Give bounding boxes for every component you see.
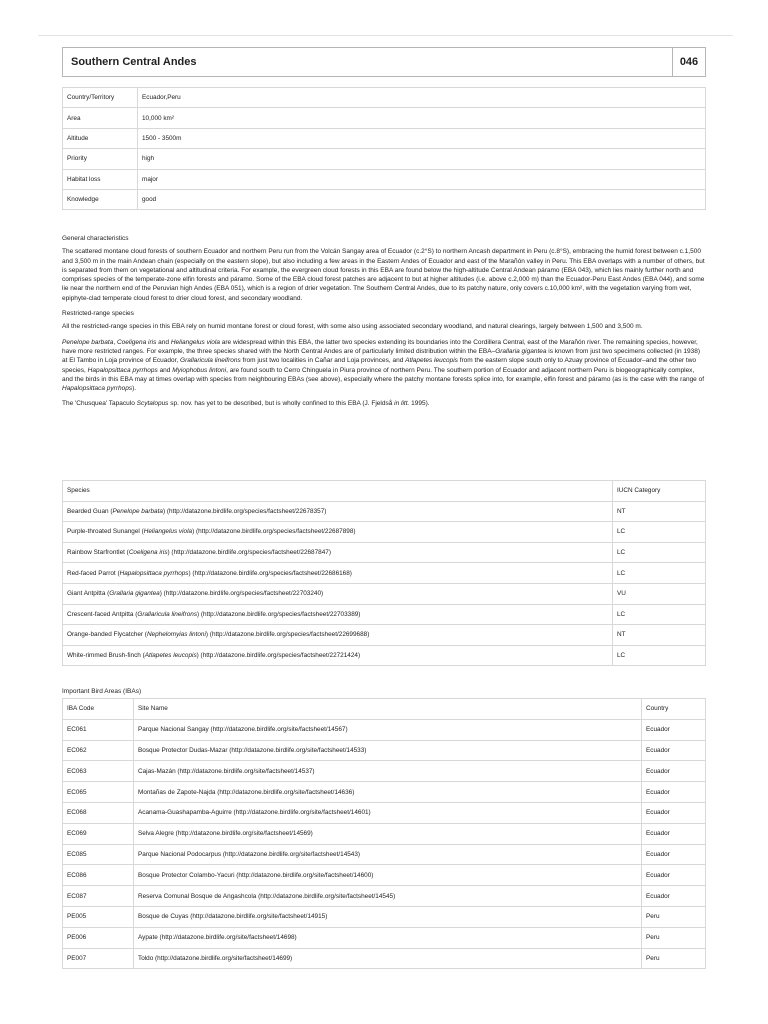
iba-country: Ecuador: [642, 823, 706, 844]
species-name: in litt.: [394, 400, 410, 408]
top-divider: [38, 35, 733, 36]
site-name-column-header: Site Name: [134, 699, 642, 720]
iba-site-name[interactable]: Aypate (http://datazone.birdlife.org/site/factsheet/14698): [134, 927, 642, 948]
species-cell: [63, 604, 613, 625]
info-value: high: [138, 149, 706, 169]
species-name: Coeligena iris: [116, 338, 157, 346]
text-segment: 1995).: [409, 400, 430, 408]
iba-row: [63, 886, 706, 907]
species-row: [63, 542, 706, 563]
iba-country: Peru: [642, 906, 706, 927]
species-name: Grallaria gigantea: [495, 347, 547, 355]
info-value: 1500 - 3500m: [138, 128, 706, 148]
iba-code: EC062: [63, 740, 134, 761]
iba-code: EC069: [63, 823, 134, 844]
eba-description: [62, 234, 706, 415]
iba-country: Ecuador: [642, 844, 706, 865]
species-common-name: White-rimmed Brush-finch (: [67, 652, 145, 660]
species-row: [63, 604, 706, 625]
iba-code-column-header: IBA Code: [63, 699, 134, 720]
species-row: [63, 645, 706, 666]
iba-site-name[interactable]: Selva Alegre (http://datazone.birdlife.org/site/factsheet/14569): [134, 823, 642, 844]
iba-row: [63, 927, 706, 948]
iba-country: Ecuador: [642, 719, 706, 740]
iba-row: [63, 761, 706, 782]
iba-code: EC068: [63, 802, 134, 823]
info-value: major: [138, 169, 706, 189]
iba-site-name[interactable]: Cajas-Mazán (http://datazone.birdlife.org/site/factsheet/14537): [134, 761, 642, 782]
text-segment: ).: [132, 385, 137, 393]
species-name: Hapalopsittaca pyrrhops: [62, 385, 133, 393]
iba-code: EC063: [63, 761, 134, 782]
restricted-range-text-3: [62, 399, 706, 408]
iucn-category: LC: [613, 542, 706, 563]
eba-info-table: [62, 87, 706, 210]
iucn-category: LC: [613, 563, 706, 584]
species-factsheet-link[interactable]: ) (http://datazone.birdlife.org/species/factsheet/22703389): [197, 610, 361, 618]
info-row: [63, 169, 706, 189]
info-value: good: [138, 189, 706, 209]
species-name: Hapalopsittaca pyrrhops: [87, 366, 158, 374]
species-row: [63, 563, 706, 584]
text-segment: are widespread within this EBA, the latter two species extending its boundaries into the Cordillera Central, east of the Marañón river. The remaining species, however, have more restricted ranges. For example, the three species shared with the North Central Andes are of particularly limited distribution within the EBA–: [62, 338, 698, 355]
species-name: Scytalopus: [136, 400, 169, 408]
iba-country: Ecuador: [642, 886, 706, 907]
iucn-category: NT: [613, 501, 706, 522]
iba-site-name[interactable]: Toldo (http://datazone.birdlife.org/site/factsheet/14699): [134, 948, 642, 969]
eba-header: [62, 47, 706, 77]
species-name: Myiophobus lintoni: [172, 366, 227, 374]
iba-header-row: [63, 699, 706, 720]
iba-country: Ecuador: [642, 782, 706, 803]
text-segment: ,: [113, 338, 117, 346]
iba-table: [62, 698, 706, 969]
species-cell: [63, 625, 613, 646]
general-characteristics-heading: General characteristics: [62, 235, 129, 242]
species-factsheet-link[interactable]: ) (http://datazone.birdlife.org/species/factsheet/22686168): [188, 569, 352, 577]
species-table: [62, 480, 706, 666]
iba-code: EC087: [63, 886, 134, 907]
iba-row: [63, 948, 706, 969]
species-cell: [63, 501, 613, 522]
text-segment: , are found south to Cerro Chinguela in Piura province of northern Peru. The southern portion of Ecuador and adjacent northern Peru is biogeographically complex, and the birds in this EBA may at times overlap with species from neighbouring EBAs (see above), especially where the patchy montane forests splice into, for example, elfin forest and páramo (as is the case with the range of: [62, 366, 705, 383]
species-factsheet-link[interactable]: ) (http://datazone.birdlife.org/species/factsheet/22678357): [162, 507, 327, 515]
restricted-range-heading: Restricted-range species: [62, 310, 134, 318]
info-row: [63, 149, 706, 169]
iba-code: PE005: [63, 906, 134, 927]
info-row: [63, 88, 706, 108]
iba-site-name[interactable]: Acanama-Guashapamba-Aguirre (http://datazone.birdlife.org/site/factsheet/14601): [134, 802, 642, 823]
iba-site-name[interactable]: Montañas de Zapote-Najda (http://datazone.birdlife.org/site/factsheet/14636): [134, 782, 642, 803]
iba-code: EC065: [63, 782, 134, 803]
iba-code: PE006: [63, 927, 134, 948]
iba-row: [63, 865, 706, 886]
species-scientific-name: Hapalopsittaca pyrrhops: [119, 569, 189, 577]
species-common-name: Giant Antpitta (: [67, 590, 110, 598]
iba-country: Ecuador: [642, 740, 706, 761]
species-name: Grallaricula lineifrons: [180, 357, 241, 365]
info-row: [63, 189, 706, 209]
info-row: [63, 128, 706, 148]
text-segment: and: [157, 366, 173, 374]
species-common-name: Orange-banded Flycatcher (: [67, 631, 147, 639]
species-common-name: Rainbow Starfrontlet (: [67, 549, 129, 557]
species-cell: [63, 583, 613, 604]
species-row: [63, 625, 706, 646]
restricted-range-text-1: All the restricted-range species in this EBA rely on humid montane forest or cloud forest, with some also using associated secondary woodland, and natural clearings, largely between 1,500 and 3,500 m.: [62, 323, 643, 331]
species-scientific-name: Coeligena iris: [128, 549, 168, 557]
iba-country: Peru: [642, 948, 706, 969]
info-value: 10,000 km²: [138, 108, 706, 128]
info-label: Altitude: [63, 128, 138, 148]
species-scientific-name: Atlapetes leucopis: [144, 652, 197, 660]
species-scientific-name: Grallaricula lineifrons: [137, 610, 198, 618]
iba-row: [63, 802, 706, 823]
iba-site-name[interactable]: Bosque Protector Colambo-Yacuri (http://datazone.birdlife.org/site/factsheet/14600): [134, 865, 642, 886]
species-header-row: [63, 481, 706, 502]
species-name: Heliangelus viola: [170, 338, 220, 346]
species-row: [63, 522, 706, 543]
text-segment: The 'Chusquea' Tapaculo: [62, 400, 137, 408]
iba-row: [63, 823, 706, 844]
species-scientific-name: Penelope barbata: [112, 507, 163, 515]
species-factsheet-link[interactable]: ) (http://datazone.birdlife.org/species/factsheet/22699688): [205, 631, 370, 639]
text-segment: from just two localities in Cañar and Loja provinces, and: [240, 357, 406, 365]
iba-row: [63, 719, 706, 740]
text-segment: and: [156, 338, 171, 346]
iba-row: [63, 782, 706, 803]
iucn-category: VU: [613, 583, 706, 604]
species-cell: [63, 522, 613, 543]
species-common-name: Purple-throated Sunangel (: [67, 528, 144, 536]
iucn-category: LC: [613, 604, 706, 625]
species-common-name: Crescent-faced Antpitta (: [67, 610, 138, 618]
species-name: Atlapetes leucopis: [405, 357, 458, 365]
iba-country: Ecuador: [642, 865, 706, 886]
species-row: [63, 501, 706, 522]
eba-code: 046: [672, 48, 705, 76]
iba-code: PE007: [63, 948, 134, 969]
iba-country: Ecuador: [642, 761, 706, 782]
iba-site-name[interactable]: Parque Nacional Sangay (http://datazone.birdlife.org/site/factsheet/14567): [134, 719, 642, 740]
species-cell: [63, 563, 613, 584]
iucn-category: NT: [613, 625, 706, 646]
species-name: Penelope barbata: [62, 338, 114, 346]
species-common-name: Bearded Guan (: [67, 507, 113, 515]
info-label: Knowledge: [63, 189, 138, 209]
species-cell: [63, 645, 613, 666]
text-segment: sp. nov. has yet to be described, but is wholly confined to this EBA (J. Fjeldså: [168, 400, 395, 408]
species-cell: [63, 542, 613, 563]
info-value: Ecuador,Peru: [138, 88, 706, 108]
iucn-column-header: IUCN Category: [613, 481, 706, 502]
iba-country: Peru: [642, 927, 706, 948]
general-characteristics-text: The scattered montane cloud forests of southern Ecuador and northern Peru run from the Volcán Sangay area of Ecuador (c.2°S) to northern Ancash department in Peru (c.8°S), embracing the humid forest between c.1,500 and 3,500 m in the main Andean chain (especially on the eastern slope), but also including a few areas in the Eastern Andes of Ecuador and east of the Marañón valley in Peru. This EBA overlaps with a number of others, but is separated from them on vegetational and altitudinal criteria. For example, the evergreen cloud forests in this EBA are found below the high-altitude Central Andean páramo (EBA 043), which lies mainly further north and comprises species of the temperate-zone elfin forests and páramo. Some of the EBA cloud forest patches are adjacent to but at higher altitudes (i.e. above c.2,000 m) than the Ecuador-Peru East Andes (EBA 044), and some lie near the northern end of the Peruvian high Andes (EBA 051), which is a region of drier vegetation. The Southern Central Andes, due to its patchy nature, only covers c.10,000 km², with the vegetation varying from wet, epiphyte-clad temperate cloud forest to drier cloud forest, and secondary woodland.: [62, 248, 705, 302]
eba-title: Southern Central Andes: [71, 56, 197, 68]
species-factsheet-link[interactable]: ) (http://datazone.birdlife.org/species/factsheet/22687898): [192, 528, 356, 536]
info-label: Area: [63, 108, 138, 128]
iba-heading: Important Bird Areas (IBAs): [62, 688, 142, 695]
iba-site-name[interactable]: Reserva Comunal Bosque de Angashcola (http://datazone.birdlife.org/site/factsheet/14545): [134, 886, 642, 907]
iucn-category: LC: [613, 645, 706, 666]
iba-site-name[interactable]: Bosque Protector Dudas-Mazar (http://datazone.birdlife.org/site/factsheet/14533): [134, 740, 642, 761]
iba-site-name[interactable]: Parque Nacional Podocarpus (http://datazone.birdlife.org/site/factsheet/14543): [134, 844, 642, 865]
iba-row: [63, 740, 706, 761]
iba-code: EC086: [63, 865, 134, 886]
iba-row: [63, 844, 706, 865]
species-common-name: Red-faced Parrot (: [67, 569, 120, 577]
info-label: Priority: [63, 149, 138, 169]
text-segment: is known from just two specimens collected (in 1938) at El Tambo in Loja province of Ecuador,: [62, 347, 701, 365]
iba-code: EC061: [63, 719, 134, 740]
species-factsheet-link[interactable]: ) (http://datazone.birdlife.org/species/factsheet/22721424): [196, 652, 361, 660]
info-label: Habitat loss: [63, 169, 138, 189]
iba-code: EC085: [63, 844, 134, 865]
text-segment: from the eastern slope south only to Azuay province of Ecuador–and the other two species,: [62, 357, 697, 374]
country-column-header: Country: [642, 699, 706, 720]
species-factsheet-link[interactable]: ) (http://datazone.birdlife.org/species/factsheet/22687847): [167, 549, 331, 557]
iba-site-name[interactable]: Bosque de Cuyas (http://datazone.birdlife.org/site/factsheet/14915): [134, 906, 642, 927]
restricted-range-text-2: [62, 338, 706, 394]
species-row: [63, 583, 706, 604]
info-label: Country/Territory: [63, 88, 138, 108]
species-scientific-name: Heliangelus viola: [143, 528, 193, 536]
iba-row: [63, 906, 706, 927]
species-factsheet-link[interactable]: ) (http://datazone.birdlife.org/species/factsheet/22703240): [159, 590, 324, 598]
iba-country: Ecuador: [642, 802, 706, 823]
species-scientific-name: Grallaria gigantea: [109, 590, 160, 598]
species-column-header: Species: [63, 481, 613, 502]
info-row: [63, 108, 706, 128]
species-scientific-name: Nephelomyias lintoni: [146, 631, 206, 639]
iucn-category: LC: [613, 522, 706, 543]
